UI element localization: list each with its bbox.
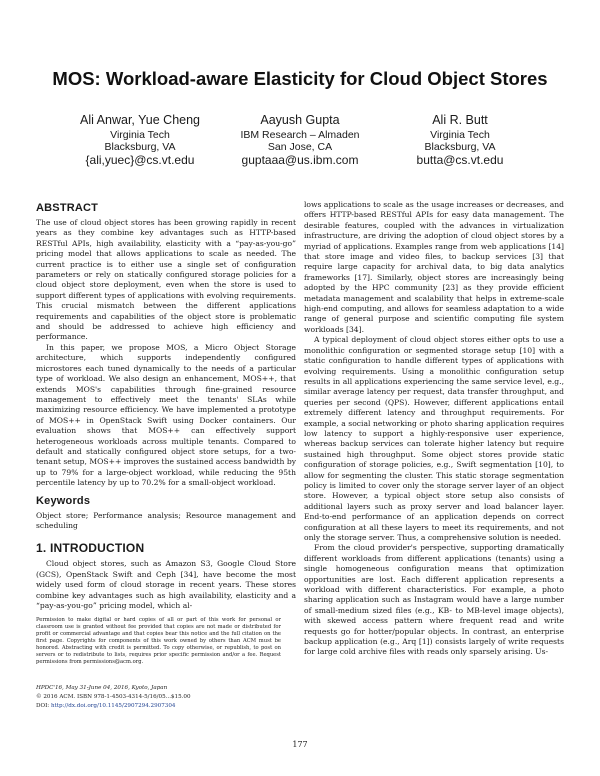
introduction-heading: 1. INTRODUCTION <box>36 541 145 556</box>
doi-label: DOI: <box>36 703 50 709</box>
author-email: guptaaa@us.ibm.com <box>241 153 359 167</box>
keywords-heading: Keywords <box>36 494 91 507</box>
author-1 <box>60 113 220 167</box>
introduction-continued-2: A typical deployment of cloud object stores either opts to use a monolithic configuration or segmented storage setup [10] with a static configuration to handle different types of applications with evolving requirements. Using a monolithic configuration setup results in all applications experiencing the same service level, e.g., similar average latency per request, data transfer throughput, and queries per second (QPS). However, different applications entail extremely different latency and throughput requirements. For example, a social networking or photo sharing application requires low latency to support a highly-responsive user experience, whereas backup services can tolerate higher latency but require sustained high throughput. Some object stores provide static configuration of storage policies, e.g., Swift segmentation [10], to allow for segmenting the cluster. This static storage segmentation policy is limited to cover only the storage server layer of an object store. However, a typical object store setup also consists of additional layers such as proxy server and load balancer layer. End-to-end performance of an application depends on correct configuration at all these layers to meet its requirements, and not only the storage server. Thus, a comprehensive solution is needed. <box>304 335 564 542</box>
author-location: Blacksburg, VA <box>424 141 496 153</box>
abstract-paragraph-1: The use of cloud object stores has been growing rapidly in recent years as they combine key advantages such as HTTP-based RESTful APIs, high availability, elasticity with a “pay-as-you-go” pricing model that allows applications to scale as needed. The current practice is to either use a single set of configuration parameters or rely on statically configured storage policies for a cloud object store deployment, even when the store is used to support different types of applications with evolving requirements. This crucial mismatch between the different applications requirements and capabilities of the object store is problematic and should be addressed to achieve high efficiency and performance. <box>36 218 296 342</box>
copyright-text: © 2016 ACM. ISBN 978-1-4503-4314-5/16/05...$15.00 <box>36 694 191 700</box>
author-location: Blacksburg, VA <box>104 141 176 153</box>
left-column <box>36 202 296 611</box>
author-name: Ali R. Butt <box>432 113 488 127</box>
author-email: {ali,yuec}@cs.vt.edu <box>85 153 195 167</box>
doi-line <box>36 702 281 711</box>
doi-link[interactable]: http://dx.doi.org/10.1145/2907294.2907304 <box>50 703 176 709</box>
author-block <box>60 113 540 167</box>
introduction-paragraph: Cloud object stores, such as Amazon S3, Google Cloud Store (GCS), OpenStack Swift and Ceph [34], have become the most widely used form of cloud storage in recent years. These stores combine key advantages such as high availability, elasticity and a “pay-as-you-go” pricing model, which al- <box>36 559 296 610</box>
author-3 <box>380 113 540 167</box>
paper-title: MOS: Workload-aware Elasticity for Cloud Object Stores <box>52 68 548 89</box>
venue-text: HPDC'16, May 31-June 04, 2016, Kyoto, Japan <box>36 685 168 691</box>
right-column <box>304 200 564 658</box>
author-affiliation: IBM Research – Almaden <box>240 129 360 141</box>
keywords-text: Object store; Performance analysis; Resource management and scheduling <box>36 510 296 530</box>
page-number: 177 <box>292 740 308 749</box>
author-name: Ali Anwar, Yue Cheng <box>80 113 200 127</box>
venue-block <box>36 684 281 711</box>
author-affiliation: Virginia Tech <box>110 129 170 141</box>
author-location: San Jose, CA <box>267 141 333 153</box>
introduction-continued-1: lows applications to scale as the usage increases or decreases, and offers HTTP-based RESTful APIs for easy data management. The desirable features, coupled with the advances in virtualization infrastructure, are driving the adoption of cloud object stores by a myriad of applications. Examples range from web applications [14] that store image and video files, to backup services [3] that require large capacity for archival data, to big data analytics frameworks [17]. Similarly, object stores are increasingly being adopted by the HPC community [23] as they provide efficient metadata management and scalability that helps in extreme-scale high-end computing, and allows for seamless adaptation to a wide range of general purpose and scientific computing file system workloads [34]. <box>304 200 564 334</box>
introduction-continued-3: From the cloud provider's perspective, supporting dramatically different workloads from different applications (tenants) using a single homogeneous configuration means that optimization opportunities are lost. Each different application represents a workload with different characteristics. For example, a photo sharing application such as Instagram would have a large number of small-medium sized files (e.g., KB- to MB-level image objects), with skewed access pattern where frequent read and write requests go for hotter/popular objects. In contrast, an enterprise backup application (e.g., Arq [1]) consists largely of write requests for large cold archive files with reads only sparsely arising. Us- <box>304 543 564 657</box>
author-email: butta@cs.vt.edu <box>416 153 504 167</box>
abstract-heading: ABSTRACT <box>36 202 99 214</box>
author-affiliation: Virginia Tech <box>430 129 490 141</box>
author-name: Aayush Gupta <box>260 113 340 127</box>
author-2 <box>220 113 380 167</box>
abstract-paragraph-2: In this paper, we propose MOS, a Micro Object Storage architecture, which supports independently configured microstores each tuned dynamically to the needs of a particular type of workload. We also design an enhancement, MOS++, that extends MOS's capabilities through fine-grained resource management to effectively meet the tenants' SLAs while maximizing resource efficiency. We have implemented a prototype of MOS++ in OpenStack Swift using Docker containers. Our evaluation shows that MOS++ can effectively support heterogeneous workloads across multiple tenants. Compared to default and statically configured object store setups, for a two-tenant setup, MOS++ improves the sustained access bandwidth by up to 79% for a large-object workload, while reducing the 95th percentile latency by up to 70.2% for a small-object workload. <box>36 342 296 488</box>
permission-notice: Permission to make digital or hard copies of all or part of this work for personal or classroom use is granted without fee provided that copies are not made or distributed for profit or commercial advantage and that copies bear this notice and the full citation on the first page. Copyrights for components of this work owned by others than ACM must be honored. Abstracting with credit is permitted. To copy otherwise, or republish, to post on servers or to redistribute to lists, requires prior specific permission and/or a fee. Request permissions from permissions@acm.org. <box>36 617 281 665</box>
